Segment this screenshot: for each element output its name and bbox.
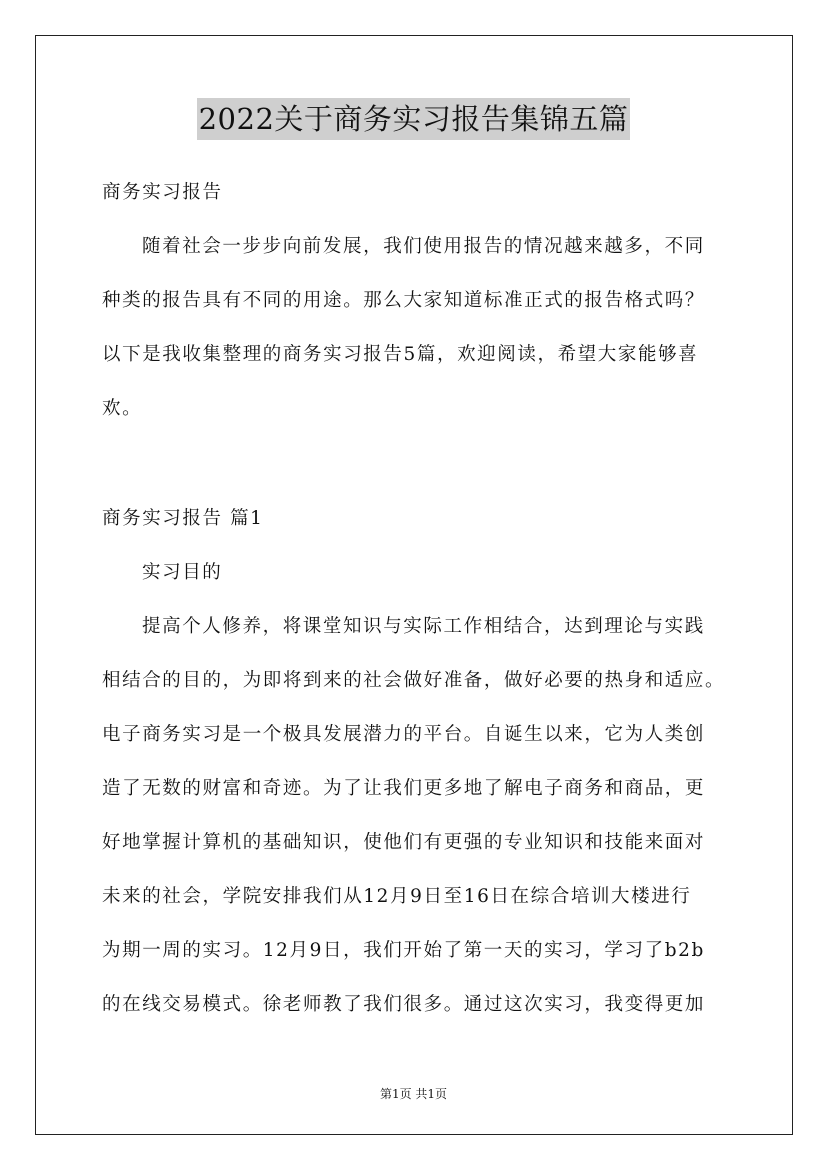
paragraph-line: 欢。 [102,398,143,419]
paragraph-line: 好地掌握计算机的基础知识，使他们有更强的专业知识和技能来面对 [102,832,706,853]
paragraph-line: 随着社会一步步向前发展，我们使用报告的情况越来越多，不同 [142,236,705,257]
paragraph-line: 提高个人修养，将课堂知识与实际工作相结合，达到理论与实践 [142,616,705,637]
paragraph-line: 以下是我收集整理的商务实习报告5篇，欢迎阅读，希望大家能够喜 [102,344,699,365]
paragraph-line: 的在线交易模式。徐老师教了我们很多。通过这次实习，我变得更加 [102,994,706,1015]
paragraph-line: 为期一周的实习。12月9日，我们开始了第一天的实习，学习了b2b [102,940,705,961]
paragraph-line: 种类的报告具有不同的用途。那么大家知道标准正式的报告格式吗？ [102,290,706,311]
section-heading: 商务实习报告 篇1 [102,508,264,529]
paragraph-line: 未来的社会，学院安排我们从12月9日至16日在综合培训大楼进行 [102,886,692,907]
paragraph-line: 相结合的目的，为即将到来的社会做好准备，做好必要的热身和适应。 [102,670,726,691]
document-title: 2022关于商务实习报告集锦五篇 [197,98,631,140]
page-number: 第1页 共1页 [379,1087,448,1101]
paragraph-line: 电子商务实习是一个极具发展潜力的平台。自诞生以来，它为人类创 [102,724,706,745]
paragraph-line: 造了无数的财富和奇迹。为了让我们更多地了解电子商务和商品，更 [102,778,706,799]
title-container [0,98,827,140]
subsection-heading: 实习目的 [142,562,223,583]
section-heading: 商务实习报告 [102,182,223,203]
